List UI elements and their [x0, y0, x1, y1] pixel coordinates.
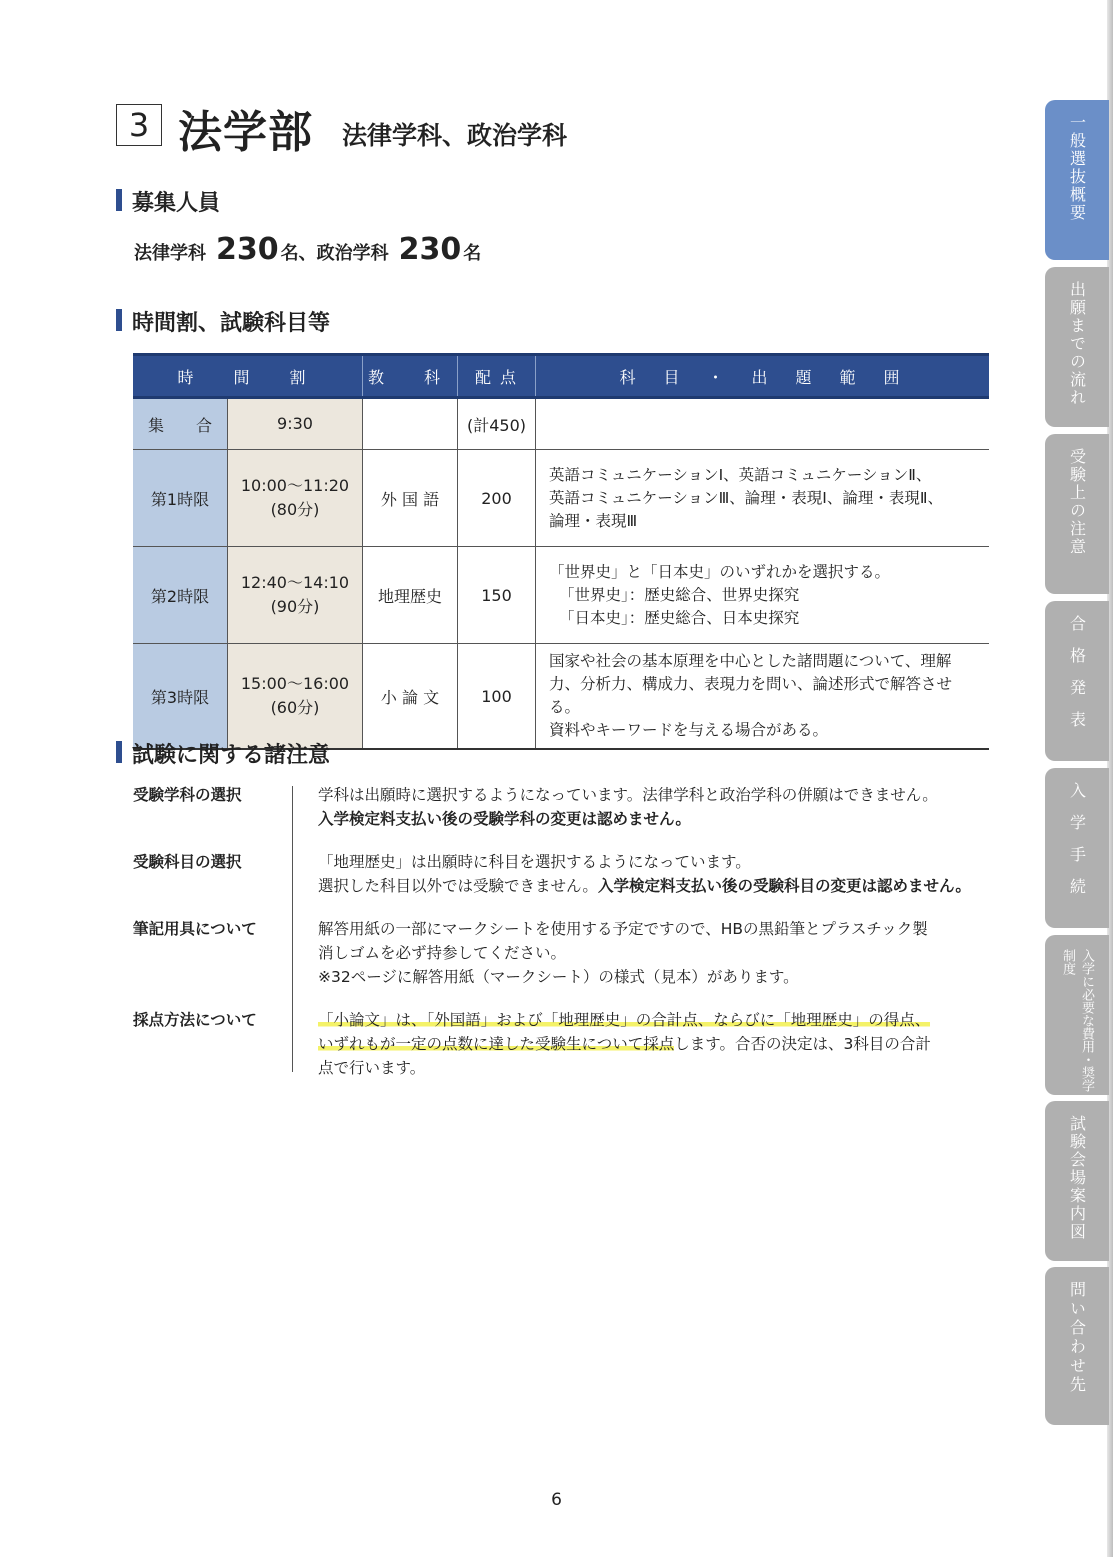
side-tab-application-flow[interactable]: 出願までの流れ — [1045, 267, 1109, 427]
dept1-count: 230 — [216, 232, 279, 267]
note-body — [293, 917, 993, 989]
time-range: 12:40〜14:10 — [240, 573, 350, 592]
note-line-bold: 入学検定料支払い後の受験学科の変更は認めません。 — [318, 810, 691, 828]
period-subject: 小 論 文 — [363, 644, 458, 750]
note-subject-selection — [133, 850, 993, 898]
range-line: 英語コミュニケーションⅢ、論理・表現Ⅰ、論理・表現Ⅱ、 — [549, 488, 943, 507]
period-points: 150 — [458, 547, 536, 644]
gather-time: 9:30 — [228, 398, 363, 450]
side-tab-enrollment[interactable]: 入学手続 — [1045, 768, 1109, 928]
note-line — [318, 874, 993, 898]
range-line: 資料やキーワードを与える場合がある。 — [549, 721, 829, 739]
dept2-suffix: 名 — [463, 243, 482, 264]
note-department-selection — [133, 783, 993, 831]
period-time — [228, 450, 363, 547]
period-label: 第1時限 — [133, 450, 228, 547]
schedule-table — [133, 353, 989, 750]
table-row-period-3 — [133, 644, 989, 750]
note-scoring-method — [133, 1008, 993, 1080]
period-time — [228, 547, 363, 644]
table-row-period-2 — [133, 547, 989, 644]
period-points: 100 — [458, 644, 536, 750]
side-tab-general-overview[interactable]: 一般選抜概要 — [1045, 100, 1109, 260]
range-line: 力、分析力、構成力、表現力を問い、論述形式で解答させる。 — [549, 675, 953, 716]
highlighted-text: 「小論文」は、「外国語」および「地理歴史」の合計点、ならびに「地理歴史」の得点、 — [318, 1011, 931, 1029]
notes-heading: 試験に関する諸注意 — [116, 738, 330, 769]
range-line: 英語コミュニケーションⅠ、英語コミュニケーションⅡ、 — [549, 465, 932, 484]
side-tab-results[interactable]: 合格発表 — [1045, 601, 1109, 761]
departments-subtitle: 法律学科、政治学科 — [342, 121, 568, 150]
note-body — [293, 850, 993, 898]
table-row-period-1 — [133, 450, 989, 547]
note-line: 消しゴムを必ず持参してください。 — [318, 944, 567, 962]
dept2-label: 政治学科 — [316, 243, 389, 264]
header-points: 配 点 — [458, 355, 536, 398]
note-line: 解答用紙の一部にマークシートを使用する予定ですので、HBの黒鉛筆とプラスチック製 — [318, 920, 928, 938]
note-line: ※32ページに解答用紙（マークシート）の様式（見本）があります。 — [318, 968, 799, 986]
note-text-bold: 入学検定料支払い後の受験科目の変更は認めません。 — [597, 877, 971, 895]
note-line — [318, 1008, 993, 1032]
header-scope: 科 目 ・ 出 題 範 囲 — [536, 355, 990, 398]
note-body — [293, 783, 993, 831]
table-row-gather — [133, 398, 989, 450]
note-line: 点で行います。 — [318, 1059, 426, 1077]
recruitment-heading: 募集人員 — [116, 186, 220, 217]
note-label: 筆記用具について — [133, 920, 257, 938]
range-line: 「日本史」：歴史総合、日本史探究 — [559, 608, 800, 627]
period-range — [536, 450, 990, 547]
gather-range — [536, 398, 990, 450]
gather-points: (計450) — [458, 398, 536, 450]
note-line: 学科は出願時に選択するようになっています。法律学科と政治学科の併願はできません。 — [318, 786, 938, 804]
note-text: 選択した科目以外では受験できません。 — [318, 877, 598, 895]
faculty-title: 法学部 — [178, 107, 313, 158]
side-tab-contact[interactable]: 問い合わせ先 — [1045, 1267, 1109, 1425]
side-tab-fees-scholarships[interactable]: 入学に必要な費用・奨学制度 — [1045, 935, 1109, 1095]
period-label: 第3時限 — [133, 644, 228, 750]
note-label: 受験科目の選択 — [133, 853, 242, 871]
note-label: 採点方法について — [133, 1011, 257, 1029]
schedule-header-row — [133, 355, 989, 398]
time-duration: (80分) — [270, 500, 320, 519]
gather-subject — [363, 398, 458, 450]
note-text: します。合否の決定は、3科目の合計 — [674, 1035, 931, 1053]
header-timetable: 時 間 割 — [133, 355, 363, 398]
dept1-label: 法律学科 — [134, 243, 206, 264]
time-duration: (60分) — [270, 698, 320, 717]
period-range — [536, 644, 990, 750]
page-number: 6 — [551, 1490, 562, 1510]
note-line: 「地理歴史」は出願時に科目を選択するようになっています。 — [318, 853, 751, 871]
side-tab-venue-map[interactable]: 試験会場案内図 — [1045, 1101, 1109, 1261]
period-range — [536, 547, 990, 644]
period-subject: 外 国 語 — [363, 450, 458, 547]
time-duration: (90分) — [270, 597, 320, 616]
range-line: 「世界史」：歴史総合、世界史探究 — [559, 585, 800, 604]
schedule-heading: 時間割、試験科目等 — [116, 306, 330, 337]
header-subject-area: 教 科 — [363, 355, 458, 398]
note-body — [293, 1008, 993, 1080]
period-points: 200 — [458, 450, 536, 547]
period-subject: 地理歴史 — [363, 547, 458, 644]
period-label: 第2時限 — [133, 547, 228, 644]
dept1-suffix: 名、 — [280, 243, 317, 264]
period-time — [228, 644, 363, 750]
notes-list — [133, 783, 993, 1099]
recruitment-capacity — [134, 232, 481, 267]
time-range: 15:00〜16:00 — [240, 674, 350, 693]
note-label: 受験学科の選択 — [133, 786, 242, 804]
side-tab-exam-notes[interactable]: 受験上の注意 — [1045, 434, 1109, 594]
note-line — [318, 1032, 993, 1056]
range-line: 国家や社会の基本原理を中心とした諸問題について、理解 — [549, 652, 952, 670]
time-range: 10:00〜11:20 — [240, 476, 350, 495]
dept2-count: 230 — [398, 232, 462, 267]
range-line: 論理・表現Ⅲ — [549, 511, 638, 530]
section-number: 3 — [116, 104, 162, 146]
highlighted-text: いずれもが一定の点数に達した受験生について採点 — [318, 1035, 675, 1053]
gather-label: 集 合 — [133, 398, 228, 450]
range-line: 「世界史」と「日本史」のいずれかを選択する。 — [549, 562, 891, 581]
note-writing-tools — [133, 917, 993, 989]
